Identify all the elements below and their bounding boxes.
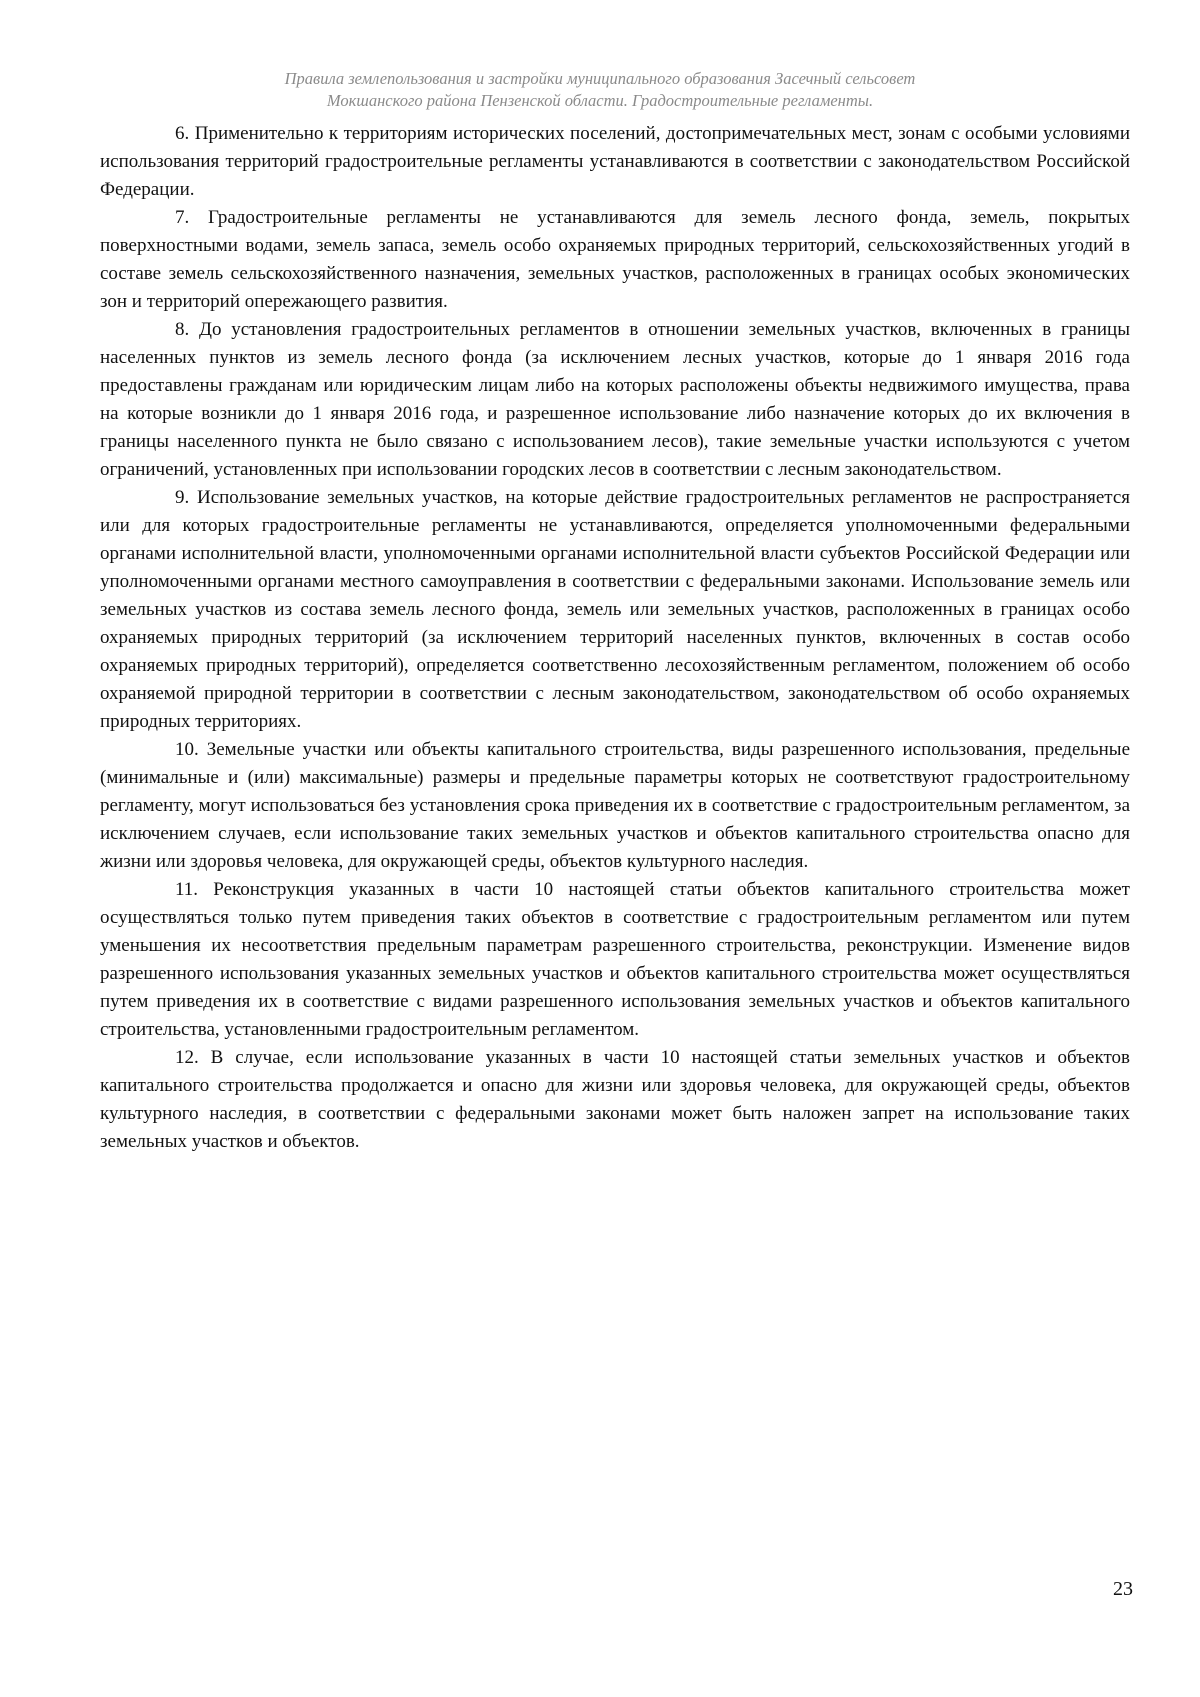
document-body bbox=[100, 120, 1130, 1156]
running-header bbox=[120, 68, 1080, 112]
paragraph-7: 7. Градостроительные регламенты не устанавливаются для земель лесного фонда, земель, покрытых поверхностными водами, земель запаса, земель особо охраняемых природных территорий, сельскохозяйственных угодий в составе земель сельскохозяйственного назначения, земельных участков, расположенных в границах особых экономических зон и территорий опережающего развития. bbox=[100, 207, 1130, 312]
paragraph-9: 9. Использование земельных участков, на которые действие градостроительных регламентов не распространяется или для которых градостроительные регламенты не устанавливаются, определяется уполномоченными федеральными органами исполнительной власти, уполномоченными органами исполнительной власти субъектов Российской Федерации или уполномоченными органами местного самоуправления в соответствии с федеральными законами. Использование земель или земельных участков из состава земель лесного фонда, земель или земельных участков, расположенных в границах особо охраняемых природных территорий (за исключением территорий населенных пунктов, включенных в состав особо охраняемых природных территорий), определяется соответственно лесохозяйственным регламентом, положением об особо охраняемой природной территории в соответствии с лесным законодательством, законодательством об особо охраняемых природных территориях. bbox=[100, 487, 1130, 732]
paragraph-11: 11. Реконструкция указанных в части 10 настоящей статьи объектов капитального строительства может осуществляться только путем приведения таких объектов в соответствие с градостроительным регламентом или путем уменьшения их несоответствия предельным параметрам разрешенного строительства, реконструкции. Изменение видов разрешенного использования указанных земельных участков и объектов капитального строительства может осуществляться путем приведения их в соответствие с видами разрешенного использования земельных участков и объектов капитального строительства, установленными градостроительным регламентом. bbox=[100, 879, 1130, 1040]
paragraph-8: 8. До установления градостроительных регламентов в отношении земельных участков, включенных в границы населенных пунктов из земель лесного фонда (за исключением лесных участков, которые до 1 января 2016 года предоставлены гражданам или юридическим лицам либо на которых расположены объекты недвижимого имущества, права на которые возникли до 1 января 2016 года, и разрешенное использование либо назначение которых до их включения в границы населенного пункта не было связано с использованием лесов), такие земельные участки используются с учетом ограничений, установленных при использовании городских лесов в соответствии с лесным законодательством. bbox=[100, 319, 1130, 480]
header-line-1: Правила землепользования и застройки муниципального образования Засечный сельсовет bbox=[284, 69, 916, 88]
paragraph-10: 10. Земельные участки или объекты капитального строительства, виды разрешенного использования, предельные (минимальные и (или) максимальные) размеры и предельные параметры которых не соответствуют градостроительному регламенту, могут использоваться без установления срока приведения их в соответствие с градостроительным регламентом, за исключением случаев, если использование таких земельных участков и объектов капитального строительства опасно для жизни или здоровья человека, для окружающей среды, объектов культурного наследия. bbox=[100, 739, 1130, 872]
paragraph-6: 6. Применительно к территориям исторических поселений, достопримечательных мест, зонам с особыми условиями использования территорий градостроительные регламенты устанавливаются в соответствии с законодательством Российской Федерации. bbox=[100, 123, 1130, 200]
page-number: 23 bbox=[1113, 1578, 1133, 1600]
header-line-2: Мокшанского района Пензенской области. Градостроительные регламенты. bbox=[326, 91, 874, 110]
paragraph-12: 12. В случае, если использование указанных в части 10 настоящей статьи земельных участков и объектов капитального строительства продолжается и опасно для жизни или здоровья человека, для окружающей среды, объектов культурного наследия, в соответствии с федеральными законами может быть наложен запрет на использование таких земельных участков и объектов. bbox=[100, 1047, 1130, 1152]
